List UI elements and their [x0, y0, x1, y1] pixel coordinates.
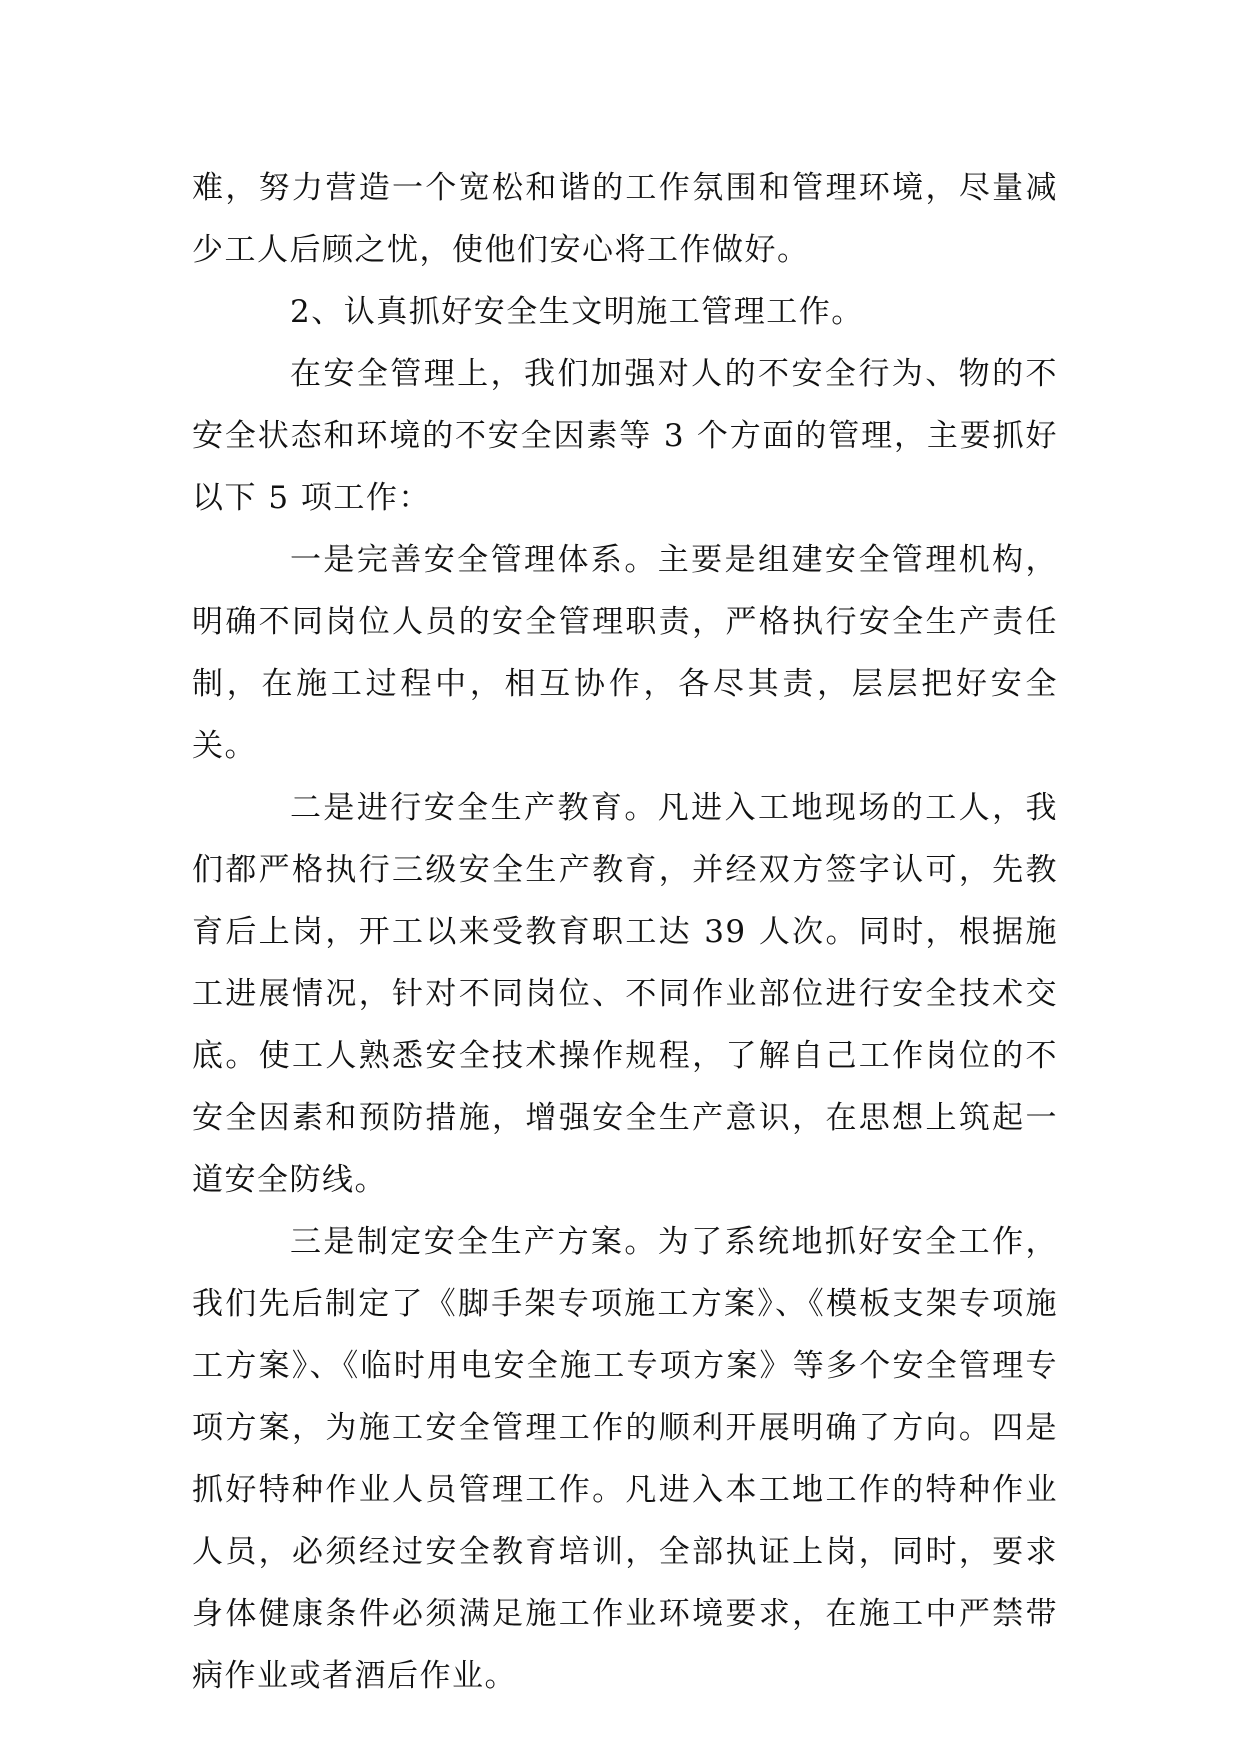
paragraph-item-two: 二是进行安全生产教育。凡进入工地现场的工人，我们都严格执行三级安全生产教育，并经双方签字认可，先教育后上岗，开工以来受教育职工达 39 人次。同时，根据施工进展情况，针对不同岗位、不同作业部位进行安全技术交底。使工人熟悉安全技术操作规程，了解自己工作岗位的不安全因素和预防措施，增强安全生产意识，在思想上筑起一道安全防线。 — [192, 790, 1058, 1198]
paragraph-item-three-four: 三是制定安全生产方案。为了系统地抓好安全工作，我们先后制定了《脚手架专项施工方案》、《模板支架专项施工方案》、《临时用电安全施工专项方案》等多个安全管理专项方案，为施工安全管理工作的顺利开展明确了方向。四是抓好特种作业人员管理工作。凡进入本工地工作的特种作业人员，必须经过安全教育培训，全部执证上岗，同时，要求身体健康条件必须满足施工作业环境要求，在施工中严禁带病作业或者酒后作业。 — [192, 1224, 1058, 1694]
paragraph-safety-intro: 在安全管理上，我们加强对人的不安全行为、物的不安全状态和环境的不安全因素等 3 个方面的管理，主要抓好以下 5 项工作： — [192, 356, 1058, 516]
document-page — [192, 157, 1058, 1707]
paragraph-continuation: 难，努力营造一个宽松和谐的工作氛围和管理环境，尽量减少工人后顾之忧，使他们安心将工作做好。 — [192, 170, 1058, 268]
paragraph-item-one: 一是完善安全管理体系。主要是组建安全管理机构，明确不同岗位人员的安全管理职责，严格执行安全生产责任制，在施工过程中，相互协作，各尽其责，层层把好安全关。 — [192, 542, 1058, 764]
section-heading: 2、认真抓好安全生文明施工管理工作。 — [290, 294, 864, 330]
